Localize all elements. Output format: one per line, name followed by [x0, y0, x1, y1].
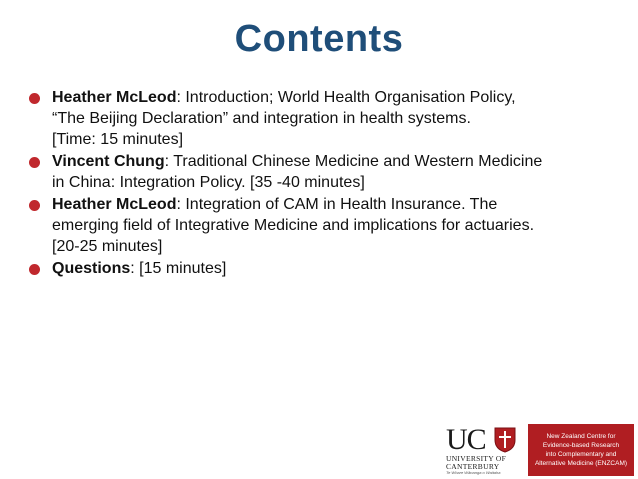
uc-name-line2: CANTERBURY	[446, 462, 500, 471]
speaker-name: Heather McLeod	[52, 89, 177, 106]
item-text: “The Beijing Declaration” and integration in health systems.	[52, 110, 471, 127]
speaker-name: Questions	[52, 260, 131, 277]
list-item	[28, 258, 608, 279]
uc-logo	[446, 423, 528, 476]
speaker-name: Heather McLeod	[52, 196, 177, 213]
uc-maori-name: Te Whare Wānanga o Waitaha	[446, 470, 501, 475]
speaker-name: Vincent Chung	[52, 153, 165, 170]
bullet-icon	[29, 264, 40, 275]
uc-name	[446, 455, 506, 471]
list-item	[28, 151, 608, 193]
enzcam-line: Evidence-based Research	[542, 442, 620, 449]
list-item	[28, 87, 608, 150]
list-item	[28, 194, 608, 257]
item-time: [20-25 minutes]	[52, 238, 163, 255]
bullet-icon	[29, 93, 40, 104]
enzcam-line: Alternative Medicine (ENZCAM)	[534, 460, 628, 467]
enzcam-line: New Zealand Centre for	[546, 433, 616, 440]
item-time: [Time: 15 minutes]	[52, 131, 184, 148]
item-text: : Traditional Chinese Medicine and Western Medicine	[164, 153, 543, 170]
uc-logo-letters: UC	[446, 423, 486, 456]
bullet-icon	[29, 157, 40, 168]
item-text: : Introduction; World Health Organisation Policy,	[176, 89, 516, 106]
enzcam-line: into Complementary and	[545, 451, 617, 458]
uc-name-line1: UNIVERSITY OF	[446, 454, 507, 463]
crest-icon	[494, 427, 516, 453]
item-text: : [15 minutes]	[130, 260, 227, 277]
slide-title: Contents	[234, 18, 404, 60]
item-text: : Integration of CAM in Health Insurance. The	[176, 196, 498, 213]
contents-list	[28, 87, 608, 280]
item-text: in China: Integration Policy. [35 -40 minutes]	[52, 174, 365, 191]
enzcam-logo	[528, 424, 634, 476]
footer-logos	[446, 424, 634, 479]
bullet-icon	[29, 200, 40, 211]
item-text: emerging field of Integrative Medicine and implications for actuaries.	[52, 217, 535, 234]
